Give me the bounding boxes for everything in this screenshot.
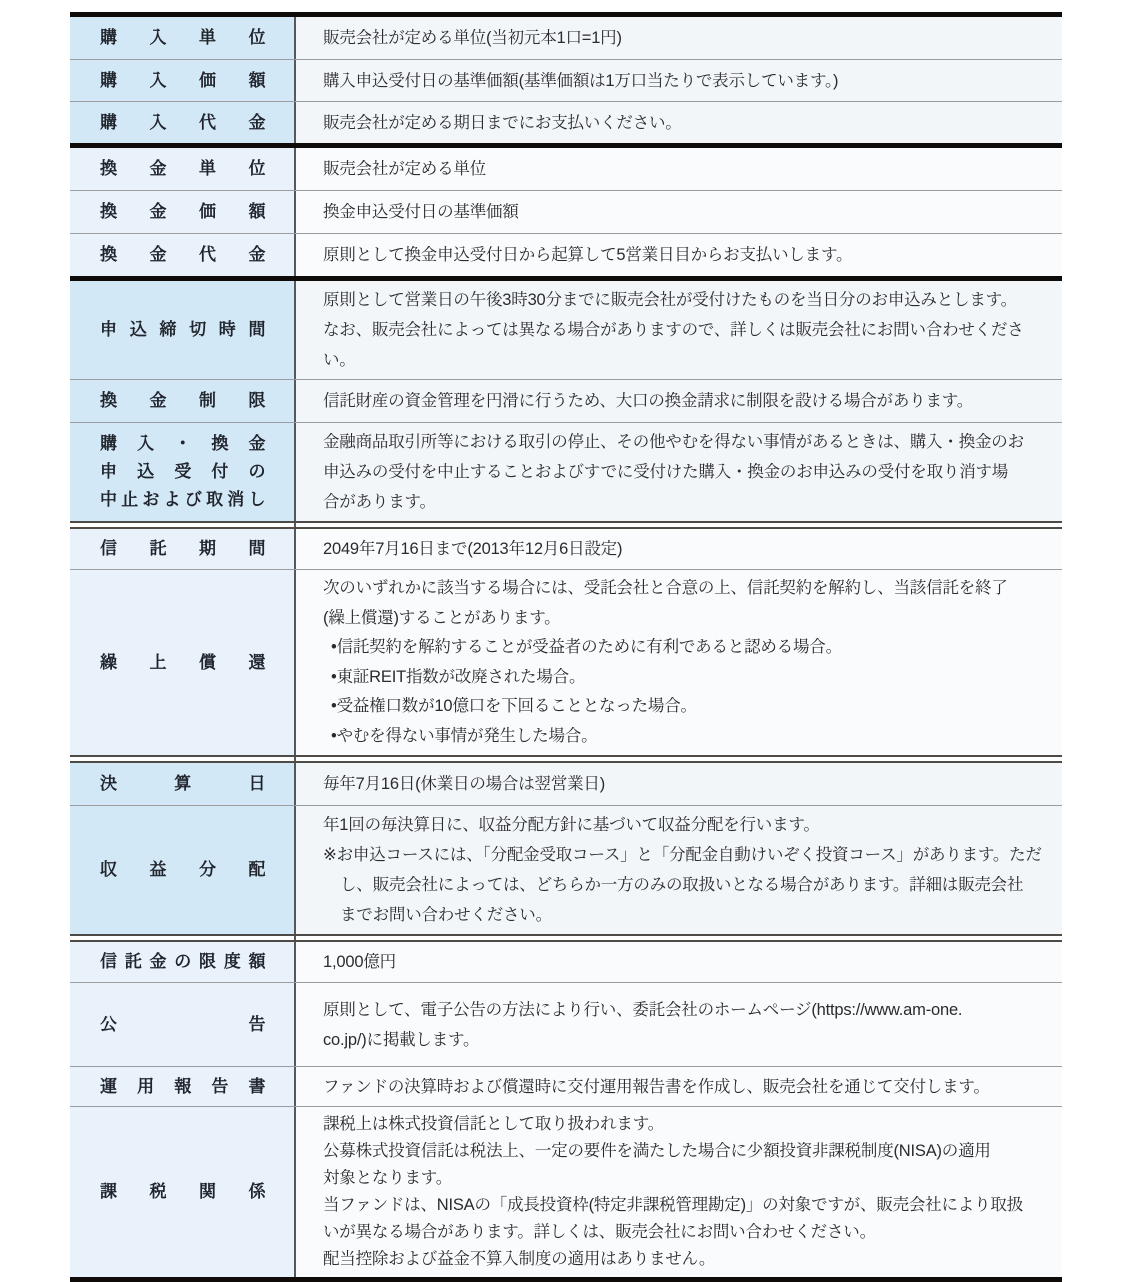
content-line: し、販売会社によっては、どちらか一方のみの取扱いとなる場合があります。詳細は販売会社 — [340, 876, 1024, 894]
row-label — [70, 281, 296, 379]
group-purchase — [70, 17, 1062, 143]
content-line: ※お申込コースには、「分配金受取コース」と「分配金自動けいぞく投資コース」があります。ただ — [323, 846, 1042, 864]
content-line: 原則として営業日の午後3時30分までに販売会社が受付けたものを当日分のお申込みとします。 — [323, 291, 1017, 309]
separator-label-segment — [70, 936, 296, 940]
fund-details-table — [70, 12, 1062, 1282]
row-label — [70, 1067, 296, 1106]
row-label — [70, 102, 296, 143]
row-content — [296, 17, 1062, 59]
content-line: (繰上償還)することがあります。 — [323, 608, 561, 627]
row-label-text: 収益分配 — [100, 860, 266, 879]
row-label-text: 中止および取消し — [100, 490, 266, 509]
content-line: 課税上は株式投資信託として取り扱われます。 — [323, 1115, 664, 1133]
content-line: 当ファンドは、NISAの「成長投資枠(特定非課税管理勘定)」の対象ですが、販売会社により取扱 — [323, 1196, 1023, 1214]
row-label — [70, 763, 296, 805]
content-line: 販売会社が定める単位(当初元本1口=1円) — [323, 29, 622, 47]
row-label-text: 公告 — [100, 1014, 266, 1034]
row-label-text: 繰上償還 — [100, 652, 266, 672]
group-separator-double — [70, 521, 1062, 529]
content-line-bullet: •信託契約を解約することが受益者のために有利であると認める場合。 — [331, 638, 842, 656]
table-row-purchase-price — [70, 59, 1062, 101]
content-line: 2049年7月16日まで(2013年12月6日設定) — [323, 540, 623, 558]
table-row-settlement-date — [70, 763, 1062, 805]
row-content — [296, 60, 1062, 101]
table-row-suspension-cancellation — [70, 422, 1062, 521]
content-line: 配当控除および益金不算入制度の適用はありません。 — [323, 1250, 716, 1268]
content-line-bullet: •やむを得ない事情が発生した場合。 — [331, 726, 598, 745]
group-application — [70, 281, 1062, 521]
group-other — [70, 942, 1062, 1277]
content-line: 合があります。 — [323, 493, 436, 511]
content-line: までお問い合わせください。 — [340, 906, 552, 924]
table-row-purchase-unit — [70, 17, 1062, 59]
row-label — [70, 380, 296, 422]
row-label — [70, 191, 296, 233]
table-bottom-rule — [70, 1277, 1062, 1282]
table-row-public-notice — [70, 982, 1062, 1066]
table-row-management-report — [70, 1066, 1062, 1106]
row-content — [296, 281, 1062, 379]
row-label — [70, 423, 296, 521]
content-line: 販売会社が定める単位 — [323, 160, 487, 178]
row-content — [296, 763, 1062, 805]
content-line: 年1回の毎決算日に、収益分配方針に基づいて収益分配を行います。 — [323, 816, 820, 834]
row-content — [296, 983, 1062, 1066]
content-line: ファンドの決算時および償還時に交付運用報告書を作成し、販売会社を通じて交付します。 — [323, 1077, 990, 1096]
row-label-text: 信託金の限度額 — [100, 952, 266, 971]
content-line: 原則として換金申込受付日から起算して5営業日目からお支払いします。 — [323, 246, 853, 264]
row-content — [296, 423, 1062, 521]
row-label — [70, 806, 296, 934]
row-content — [296, 148, 1062, 190]
content-line: 公募株式投資信託は税法上、一定の要件を満たした場合に少額投資非課税制度(NISA)の適用 — [323, 1142, 991, 1160]
content-line: 原則として、電子公告の方法により行い、委託会社のホームページ(https://www.am-one. — [323, 1000, 963, 1019]
table-row-redemption-payment — [70, 233, 1062, 276]
content-line: 申込みの受付を中止することおよびすでに受付けた購入・換金のお申込みの受付を取り消す場 — [323, 463, 1009, 481]
row-label-text: 課税関係 — [100, 1182, 266, 1201]
table-row-income-distribution — [70, 805, 1062, 934]
row-label-text: 運用報告書 — [100, 1076, 266, 1096]
content-line: 信託財産の資金管理を円滑に行うため、大口の換金請求に制限を設ける場合があります。 — [323, 392, 974, 410]
content-line: いが異なる場合があります。詳しくは、販売会社にお問い合わせください。 — [323, 1223, 876, 1241]
row-label — [70, 983, 296, 1066]
row-label-text: 申込締切時間 — [100, 320, 266, 339]
row-content — [296, 806, 1062, 934]
table-row-application-cutoff-time — [70, 281, 1062, 379]
separator-label-segment — [70, 523, 296, 527]
content-line: い。 — [323, 351, 356, 369]
content-line: 対象となります。 — [323, 1169, 453, 1187]
separator-label-segment — [70, 757, 296, 761]
content-line: 購入申込受付日の基準価額(基準価額は1万口当たりで表示しています。) — [323, 71, 839, 90]
row-label-text: 購入価額 — [100, 70, 266, 90]
row-label-text: 換金制限 — [100, 391, 266, 410]
table-row-redemption-unit — [70, 148, 1062, 190]
content-line: 次のいずれかに該当する場合には、受託会社と合意の上、信託契約を解約し、当該信託を終了 — [323, 579, 1008, 597]
group-separator-double — [70, 934, 1062, 942]
group-trust-period — [70, 529, 1062, 755]
row-label-text: 信託期間 — [100, 539, 266, 558]
row-label — [70, 1107, 296, 1277]
row-label — [70, 570, 296, 755]
table-row-early-redemption — [70, 569, 1062, 755]
group-separator-double — [70, 755, 1062, 763]
row-content — [296, 570, 1062, 755]
table-row-trust-period — [70, 529, 1062, 569]
row-label-text: 購入単位 — [100, 28, 266, 47]
row-label-text: 換金価額 — [100, 202, 266, 221]
content-line: 販売会社が定める期日までにお支払いください。 — [323, 113, 682, 132]
row-label-text: 申込受付の — [100, 462, 266, 481]
row-content — [296, 529, 1062, 569]
content-line: 金融商品取引所等における取引の停止、その他やむを得ない事情があるときは、購入・換金のお — [323, 433, 1024, 451]
content-line: 毎年7月16日(休業日の場合は翌営業日) — [323, 775, 606, 793]
content-line: なお、販売会社によっては異なる場合がありますので、詳しくは販売会社にお問い合わせくださ — [323, 321, 1024, 339]
content-line: 1,000億円 — [323, 953, 396, 971]
document-page — [0, 12, 1130, 1282]
row-label-text: 購入・換金 — [100, 434, 266, 453]
table-row-redemption-restriction — [70, 379, 1062, 422]
row-content — [296, 942, 1062, 982]
row-label — [70, 942, 296, 982]
row-label — [70, 148, 296, 190]
content-line: 換金申込受付日の基準価額 — [323, 203, 519, 221]
row-label — [70, 234, 296, 276]
row-label-text: 決算日 — [100, 774, 266, 793]
row-label — [70, 529, 296, 569]
row-content — [296, 1067, 1062, 1106]
content-line: co.jp/)に掲載します。 — [323, 1030, 480, 1049]
table-row-taxation — [70, 1106, 1062, 1277]
row-label — [70, 60, 296, 101]
group-settlement — [70, 763, 1062, 934]
group-redemption — [70, 148, 1062, 276]
row-label — [70, 17, 296, 59]
row-content — [296, 102, 1062, 143]
row-content — [296, 1107, 1062, 1277]
content-line-bullet: •受益権口数が10億口を下回ることとなった場合。 — [331, 697, 697, 715]
row-content — [296, 380, 1062, 422]
row-label-text: 購入代金 — [100, 112, 266, 132]
row-label-text: 換金単位 — [100, 159, 266, 178]
row-label-text: 換金代金 — [100, 245, 266, 264]
row-content — [296, 234, 1062, 276]
table-row-purchase-payment — [70, 101, 1062, 143]
table-row-redemption-price — [70, 190, 1062, 233]
row-content — [296, 191, 1062, 233]
table-row-trust-limit — [70, 942, 1062, 982]
content-line-bullet: •東証REIT指数が改廃された場合。 — [331, 667, 586, 686]
